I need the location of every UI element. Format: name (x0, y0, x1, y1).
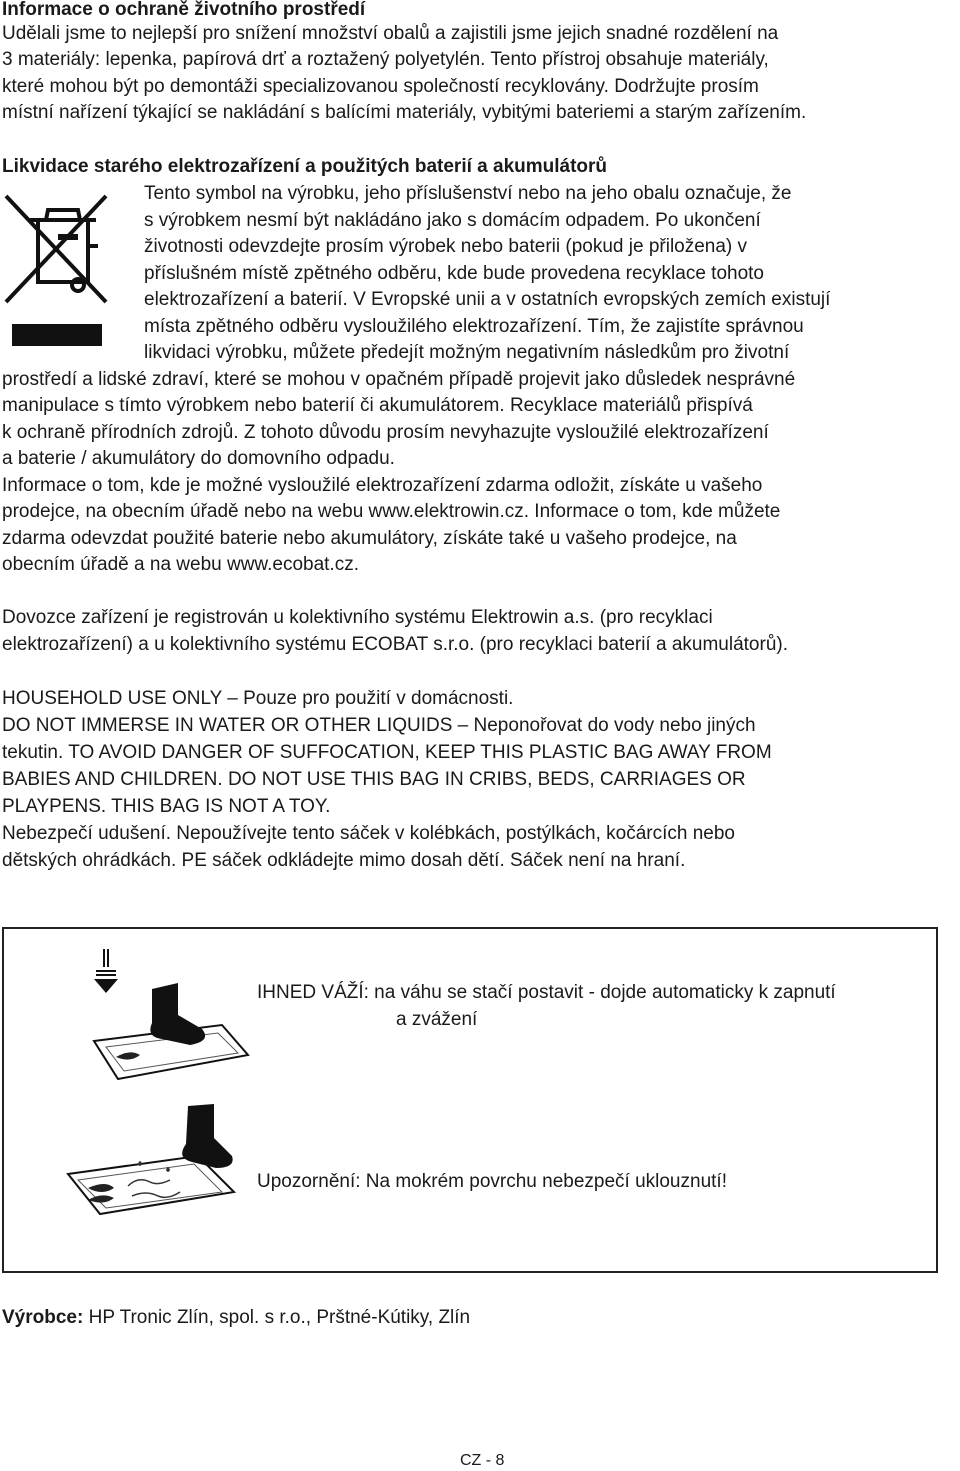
disposal-line-8: prostředí a lidské zdraví, které se mohou v opačném případě projevit jako důsledek nesprávné (2, 369, 796, 390)
disposal-line-1: Tento symbol na výrobku, jeho příslušenství nebo na jeho obalu označuje, že (144, 183, 792, 204)
disposal-line-6: místa zpětného odběru vysloužilého elektrozařízení. Tím, že zajistíte správnou (144, 316, 804, 337)
env-line-3: které mohou být po demontáži specializovanou společností recyklovány. Dodržujte prosím (2, 76, 759, 97)
manufacturer (2, 1305, 470, 1332)
importer-line-2: elektrozařízení) a u kolektivního systému ECOBAT s.r.o. (pro recyklaci baterií a akumulátorů). (2, 634, 788, 655)
disposal-line-3: životnosti odevzdejte prosím výrobek nebo baterii (pokud je přiložena) v (144, 236, 748, 257)
manufacturer-value: HP Tronic Zlín, spol. s r.o., Prštné-Kútiky, Zlín (88, 1307, 471, 1328)
env-line-4: místní nařízení týkající se nakládání s balícími materiály, vybitými bateriemi a starým zařízením. (2, 102, 807, 123)
disposal-line-5: elektrozařízení a baterií. V Evropské unii a v ostatních evropských zemích existují (144, 289, 831, 310)
wet-warning-text: Upozornění: Na mokrém povrchu nebezpečí uklouznutí! (257, 1171, 727, 1192)
disposal-line-9: manipulace s tímto výrobkem nebo baterií či akumulátorem. Recyklace materiálů přispívá (2, 395, 753, 416)
warning-line-4: BABIES AND CHILDREN. DO NOT USE THIS BAG IN CRIBS, BEDS, CARRIAGES OR (2, 769, 746, 790)
disposal-title: Likvidace starého elektrozařízení a použitých baterií a akumulátorů (2, 156, 608, 177)
page-number: CZ - 8 (460, 1452, 505, 1469)
env-title: Informace o ochraně životního prostředí (2, 0, 366, 20)
disposal-line-2: s výrobkem nesmí být nakládáno jako s domácím odpadem. Po ukončení (144, 210, 761, 231)
env-line-1: Udělali jsme to nejlepší pro snížení množství obalů a zajistili jsme jejich snadné rozdělení na (2, 23, 779, 44)
black-bar-mark (12, 324, 102, 346)
warning-line-7: dětských ohrádkách. PE sáček odkládejte mimo dosah dětí. Sáček není na hraní. (2, 850, 686, 871)
step-on-text: IHNED VÁŽÍ: na váhu se stačí postavit - dojde automaticky k zapnutí (257, 982, 836, 1003)
disposal-line-15: obecním úřadě a na webu www.ecobat.cz. (2, 554, 359, 575)
warning-line-5: PLAYPENS. THIS BAG IS NOT A TOY. (2, 796, 331, 817)
disposal-line-13: prodejce, na obecním úřadě nebo na webu www.elektrowin.cz. Informace o tom, kde můžete (2, 501, 781, 522)
disposal-line-11: a baterie / akumulátory do domovního odpadu. (2, 448, 395, 469)
importer-line-1: Dovozce zařízení je registrován u kolektivního systému Elektrowin a.s. (pro recyklaci (2, 607, 713, 628)
manufacturer-label: Výrobce: (2, 1307, 84, 1328)
disposal-line-7: likvidaci výrobku, můžete předejít možným negativním následkům pro životní (144, 342, 790, 363)
env-line-2: 3 materiály: lepenka, papírová drť a roztažený polyetylén. Tento přístroj obsahuje materiály, (2, 49, 769, 70)
warning-line-1: HOUSEHOLD USE ONLY – Pouze pro použití v domácnosti. (2, 688, 514, 709)
wet-surface-illustration (48, 1104, 238, 1224)
disposal-line-14: zdarma odevzdat použité baterie nebo akumulátory, získáte také u vašeho prodejce, na (2, 528, 737, 549)
step-on-scale-illustration (82, 945, 252, 1095)
warning-line-2: DO NOT IMMERSE IN WATER OR OTHER LIQUIDS – Neponořovat do vody nebo jiných (2, 715, 756, 736)
warning-line-6: Nebezpečí udušení. Nepoužívejte tento sáček v kolébkách, postýlkách, kočárcích nebo (2, 823, 735, 844)
disposal-line-10: k ochraně přírodních zdrojů. Z tohoto důvodu prosím nevyhazujte vysloužilé elektrozařízení (2, 422, 769, 443)
disposal-line-4: příslušném místě zpětného odběru, kde bude provedena recyklace tohoto (144, 263, 764, 284)
disposal-line-12: Informace o tom, kde je možné vysloužilé elektrozařízení zdarma odložit, získáte u vašeho (2, 475, 763, 496)
warning-line-3: tekutin. TO AVOID DANGER OF SUFFOCATION, KEEP THIS PLASTIC BAG AWAY FROM (2, 742, 772, 763)
step-on-text-cont: a zvážení (396, 1009, 478, 1030)
